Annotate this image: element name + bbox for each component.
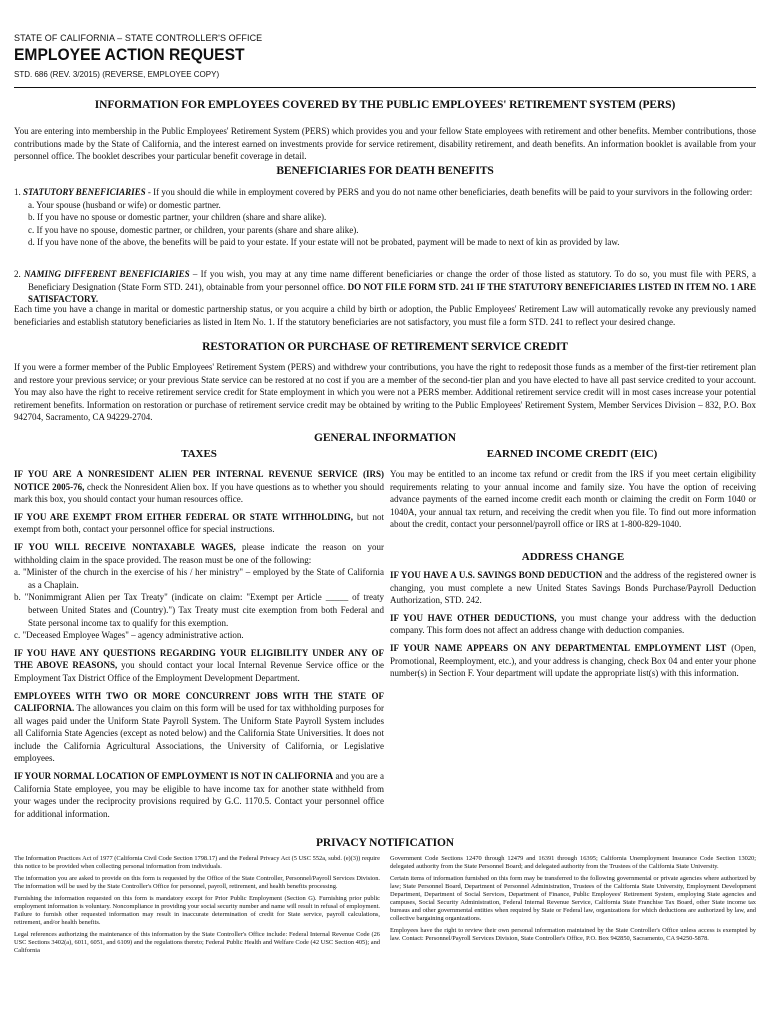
address-other-deductions: IF YOU HAVE OTHER DEDUCTIONS, you must change your address with the deduction company. This form does not affect an address change with deduction companies.	[390, 612, 756, 636]
list-item: b. "Nonimmigrant Alien per Tax Treaty" (indicate on claim: "Exempt per Article _____ of treaty between United States and (Country).") Tax Treaty must cite exemption from both Federal and State personal income tax to qualify for this exemption.	[14, 592, 384, 628]
general-heading: GENERAL INFORMATION	[314, 432, 456, 444]
item-1-term: STATUTORY BENEFICIARIES	[23, 187, 146, 197]
address-employment-list: IF YOUR NAME APPEARS ON ANY DEPARTMENTAL EMPLOYMENT LIST (Open, Promotional, Reemployment, etc.), and your address is changing, check Box 04 and enter your phone number(s) in Section F. Your department will update the appropriate list(s) with this information.	[390, 642, 756, 679]
beneficiaries-heading: BENEFICIARIES FOR DEATH BENEFITS	[276, 165, 494, 177]
list-item: d. If you have none of the above, the benefits will be paid to your estate. If your estate will not be probated, payment will be made to next of kin as provided by law.	[28, 237, 620, 248]
privacy-paragraph: Government Code Sections 12470 through 12479 and 16391 through 16395; California Unemployment Insurance Code Section 13020; delegated authority from the State Personnel Board; and delegated authority from the Trustees of the California State University.	[390, 855, 756, 870]
beneficiaries-closing: Each time you have a change in marital or domestic partnership status, or you acquire a child by birth or adoption, the Public Employees' Retirement Law will automatically revoke any previously named beneficiaries and establish statutory beneficiaries as listed in Item No. 1. If the statutory beneficiaries are not satisfactory, you must file a form STD. 241 to reflect your desired change.	[14, 304, 756, 327]
list-item: b. If you have no spouse or domestic partner, your children (share and share alike).	[28, 212, 327, 223]
restoration-heading: RESTORATION OR PURCHASE OF RETIREMENT SERVICE CREDIT	[202, 341, 568, 353]
eic-heading: EARNED INCOME CREDIT (EIC)	[486, 448, 658, 460]
list-item: a. Your spouse (husband or wife) or domestic partner.	[28, 199, 221, 210]
item-2-number: 2.	[14, 269, 21, 279]
taxes-nonresident: IF YOU ARE A NONRESIDENT ALIEN PER INTERNAL REVENUE SERVICE (IRS) NOTICE 2005-76, check the Nonresident Alien box. If you have questions as to whether you should mark this box, you should contact your human resources office.	[14, 469, 385, 505]
privacy-paragraph: The information you are asked to provide on this form is requested by the Office of the State Controller, Personnel/Payroll Services Division. The information will be used by the State Controller's Office for personnel, payroll, retirement, and health benefits processing.	[14, 875, 380, 890]
taxes-exempt: IF YOU ARE EXEMPT FROM EITHER FEDERAL OR STATE WITHHOLDING, but not exempt from both, contact your personnel office for special instructions.	[14, 511, 384, 535]
pers-intro: You are entering into membership in the Public Employees' Retirement System (PERS) which provides you and your fellow State employees with retirement and other benefits. Member contributions, those contributions made by the State of California, and the interest earned on investments provide for service retirement, disability retirement, and death benefits. An information booklet is available from your personnel office. The booklet describes your particular benefit coverage in detail.	[14, 126, 756, 162]
privacy-paragraph: Employees have the right to review their own personal information maintained by the State Controller's Office unless access is exempted by law. Contact: Personnel/Payroll Services Division, State Controller's Office, P.O. Box 942850, Sacramento, CA 94250-5878.	[390, 927, 756, 942]
agency-name: STATE OF CALIFORNIA – STATE CONTROLLER'S OFFICE	[14, 33, 263, 43]
privacy-paragraph: The Information Practices Act of 1977 (California Civil Code Section 1798.17) and the Federal Privacy Act (5 USC 552a, subd. (e)(3)) require this notice to be provided when collecting personal information from individuals.	[14, 855, 380, 870]
privacy-left-column	[14, 855, 380, 955]
taxes-concurrent-jobs: EMPLOYEES WITH TWO OR MORE CONCURRENT JOBS WITH THE STATE OF CALIFORNIA. The allowances you claim on this form will be used for tax withholding purposes for all wages paid under the Uniform State Payroll System. The Uniform State Payroll System includes all California State Agencies (except as noted below) and the California State Universities. It does not include the California Agricultural Associations, the University of California, or Legislative employees.	[14, 690, 384, 764]
taxes-nontaxable: IF YOU WILL RECEIVE NONTAXABLE WAGES, please indicate the reason on your withholding claim in the space provided. The reason must be one of the following: a. "Minister of the church in the exercise of his / her ministry" – employed by the State of California as a Chaplain. b. "Nonimmigrant Alien per Tax Treaty" (indicate on claim: "Exempt per Article _____ of treaty between United States and (Country).") Tax Treaty must cite exemption from both Federal and State personal income tax to qualify for this exemption. c. "Deceased Employee Wages" – agency administrative action.	[14, 541, 384, 641]
item-1-text: - If you should die while in employment covered by PERS and you do not name other beneficiaries, death benefits will be paid to your survivors in the following order:	[145, 187, 753, 197]
restoration-text: If you were a former member of the Public Employees' Retirement System (PERS) and withdrew your contributions, you have the right to redeposit those funds as a member of the first-tier retirement plan and restore your previous service; or your previous State service can be restored at no cost if you are a member of the second-tier plan and you have elected to have all past service credited to your account. You may also have the right to receive retirement service credit for State employment in which you were not a PERS member. Additional retirement service credit will in most cases increase your potential retirement benefits. Information on restoration or purchase of retirement service credit may be obtained by writing to the Public Employees' Retirement System, Member Services Division – 832, P.O. Box 942704, Sacramento, CA 94229-2704.	[14, 362, 756, 423]
beneficiaries-item-1	[14, 186, 756, 249]
pers-heading: INFORMATION FOR EMPLOYEES COVERED BY THE PUBLIC EMPLOYEES' RETIREMENT SYSTEM (PERS)	[94, 99, 676, 111]
list-item: c. If you have no spouse, domestic partner, or children, your parents (share and share alike).	[28, 224, 359, 235]
privacy-paragraph: Furnishing the information requested on this form is mandatory except for Prior Public Employment (Section G). Furnishing prior public employment information is voluntary. Noncompliance in providing your social security number and name will result in refusal of employment. Failure to furnish other requested information may result in inaccurate determination of credit for State service, payroll calculations, retirement, and/or health benefits.	[14, 895, 380, 926]
eic-text: You may be entitled to an income tax refund or credit from the IRS if you meet certain eligibility requirements relating to your annual income and family size. You have the option of receiving advance payments of the earned income credit each month or claiming the credit on Form 1040 or 1040A, your annual tax return, and receiving the credit when you file. To find out more information about the credit, contact your personnel/payroll office or IRS at 1-800-829-1040.	[390, 469, 756, 530]
item-2-term: NAMING DIFFERENT BENEFICIARIES	[24, 269, 190, 279]
list-item: a. "Minister of the church in the exercise of his / her ministry" – employed by the State of California as a Chaplain.	[14, 567, 384, 590]
item-1-number: 1.	[14, 187, 21, 197]
eic-column	[390, 468, 756, 680]
form-id: STD. 686 (REV. 3/2015) (REVERSE, EMPLOYEE COPY)	[14, 70, 220, 79]
beneficiaries-item-2	[14, 268, 756, 306]
item-2-warning: DO NOT FILE FORM STD. 241 IF THE STATUTORY BENEFICIARIES LISTED IN ITEM NO. 1 ARE SATISFACTORY.	[28, 281, 756, 305]
list-item: c. "Deceased Employee Wages" – agency administrative action.	[14, 630, 244, 641]
address-heading: ADDRESS CHANGE	[521, 550, 625, 563]
taxes-questions: IF YOU HAVE ANY QUESTIONS REGARDING YOUR ELIGIBILITY UNDER ANY OF THE ABOVE REASONS, you should contact your local Internal Revenue Service office or the Employment Tax District Office of the Employment Development Department.	[14, 647, 385, 683]
privacy-paragraph: Legal references authorizing the maintenance of this information by the State Controller's Office include: Federal Internal Revenue Code (26 USC Sections 3402(a), 6011, 6051, and 6109) and the regulations thereto; Federal Public Health and Welfare Code (42 USC Section 405); and California	[14, 931, 380, 954]
taxes-out-of-state: IF YOUR NORMAL LOCATION OF EMPLOYMENT IS NOT IN CALIFORNIA and you are a California State employee, you may be eligible to have income tax for another state withheld from your wages under the reciprocity provisions required by G.C. 1170.5. Contact your personnel office for additional information.	[14, 771, 384, 819]
document-title: EMPLOYEE ACTION REQUEST	[14, 45, 245, 64]
header-divider	[14, 87, 756, 88]
privacy-right-column	[390, 855, 756, 943]
taxes-heading: TAXES	[181, 448, 217, 460]
item-2-text: – If you wish, you may at any time name different beneficiaries or change the order of those listed as statutory. To do so, you must file with PERS, a Beneficiary Designation (State Form STD. 241), obtainable from your personnel office.	[28, 269, 756, 292]
address-savings-bond: IF YOU HAVE A U.S. SAVINGS BOND DEDUCTION and the address of the registered owner is changing, you must complete a new United States Savings Bonds Purchase/Payroll Deduction Authorization, STD. 242.	[390, 569, 756, 606]
taxes-column	[14, 468, 384, 820]
privacy-heading: PRIVACY NOTIFICATION	[315, 837, 455, 849]
privacy-paragraph: Certain items of information furnished on this form may be transferred to the following governmental or private agencies where authorized by law; State Personnel Board, Department of Personnel Administration, Trustees of the California State University, Employment Development Department, Department of Social Services, Department of Finance, Public Employees' Retirement System, employing State agencies and campuses, Social Security Administration, Federal Internal Revenue Service, California State Franchise Tax Board, other State income tax bureaus and other governmental entities when required by State or Federal law, organizations for which deductions are authorized by law, and collective bargaining organizations.	[390, 875, 756, 922]
